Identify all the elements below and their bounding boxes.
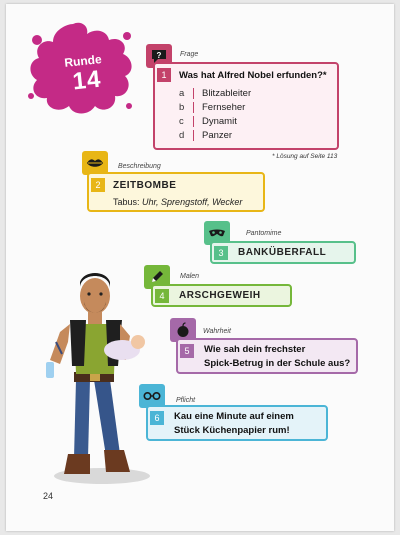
pflicht-line-1: Kau eine Minute auf einem	[174, 411, 294, 422]
option-c: c Dynamit	[179, 115, 237, 127]
biker-character-illustration	[34, 262, 164, 487]
pantomime-card	[210, 241, 356, 264]
pflicht-line-2: Stück Küchenpapier rum!	[174, 425, 290, 436]
tabus-label: Tabus:	[113, 197, 140, 207]
wahrheit-card	[176, 338, 358, 374]
svg-text:?: ?	[156, 51, 162, 60]
beschreibung-card	[87, 172, 265, 212]
pantomime-number: 3	[214, 246, 228, 260]
frage-options	[179, 86, 251, 142]
pflicht-card	[146, 405, 328, 441]
wahrheit-line-1: Wie sah dein frechster	[204, 344, 306, 355]
malen-category: Malen	[180, 273, 200, 280]
pflicht-number: 6	[150, 411, 164, 425]
frage-number: 1	[157, 68, 171, 82]
solution-note: * Lösung auf Seite 113	[272, 153, 338, 160]
page-number: 24	[43, 491, 54, 501]
round-number: 14	[71, 65, 103, 96]
wahrheit-number: 5	[180, 344, 194, 358]
pantomime-word: BANKÜBERFALL	[238, 247, 327, 258]
tabus-line	[113, 197, 242, 207]
malen-number: 4	[155, 289, 169, 303]
frage-card	[153, 62, 339, 150]
pantomime-category: Pantomime	[246, 230, 282, 237]
round-label: Runde	[63, 52, 103, 70]
frage-question: Was hat Alfred Nobel erfunden?*	[179, 70, 327, 81]
beschreibung-number: 2	[91, 178, 105, 192]
pflicht-category: Pflicht	[176, 397, 196, 404]
wahrheit-line-2: Spick-Betrug in der Schule aus?	[204, 358, 351, 369]
wahrheit-category: Wahrheit	[203, 328, 231, 335]
option-a: a Blitzableiter	[179, 87, 252, 99]
pflicht-text	[174, 410, 294, 438]
option-b: b Fernseher	[179, 101, 246, 113]
beschreibung-word: ZEITBOMBE	[113, 180, 177, 191]
frage-category: Frage	[180, 51, 199, 58]
beschreibung-category: Beschreibung	[118, 163, 161, 170]
tabus-words: Uhr, Sprengstoff, Wecker	[142, 197, 243, 207]
option-d: d Panzer	[179, 129, 233, 141]
book-page	[6, 4, 394, 531]
wahrheit-text	[204, 343, 350, 371]
malen-card	[151, 284, 292, 307]
malen-word: ARSCHGEWEIH	[179, 290, 261, 301]
